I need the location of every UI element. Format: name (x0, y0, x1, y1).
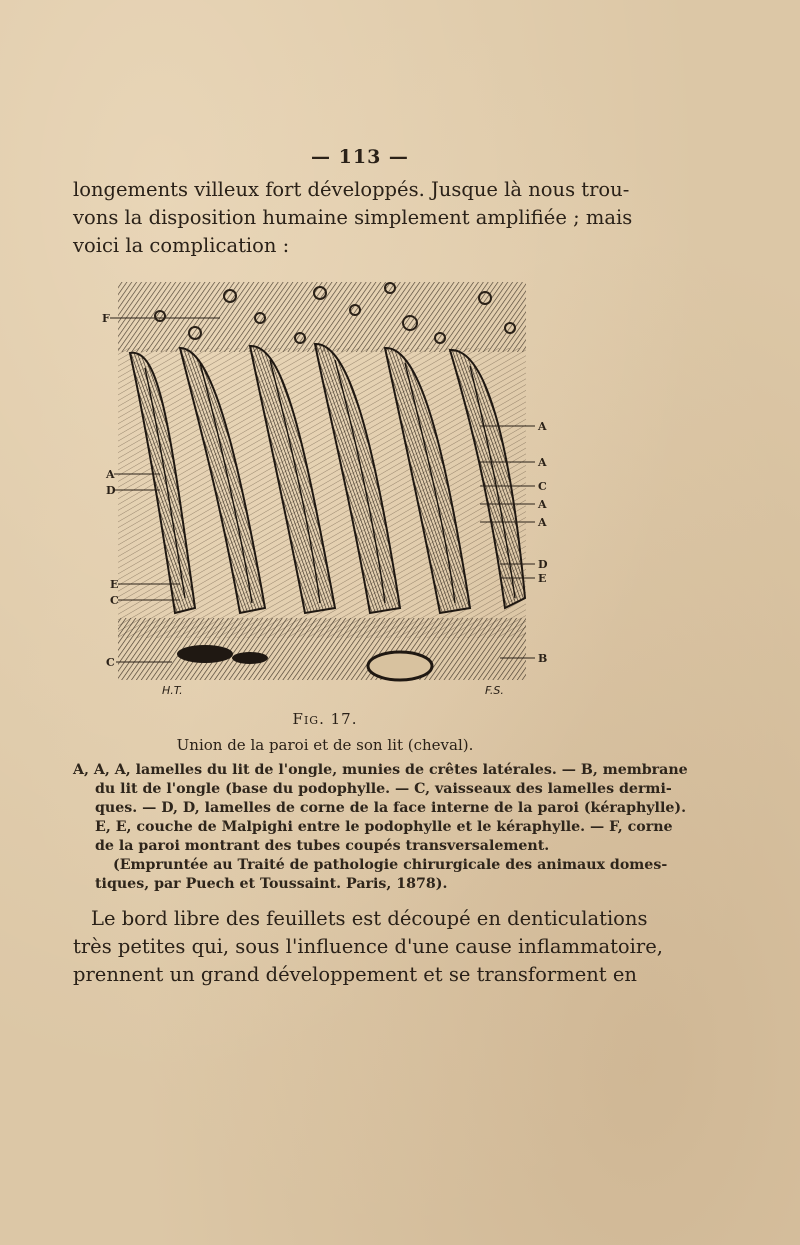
label-A-right-3: A (538, 498, 547, 511)
caption-line: de la paroi montrant des tubes coupés transversalement. (95, 838, 550, 854)
label-E-left: E (110, 578, 119, 591)
text-line: longements villeux fort développés. Jusque là nous trou- (73, 178, 630, 201)
figure-title: Fig. 17. (292, 710, 358, 728)
text-line: vons la disposition humaine simplement amplifiée ; mais (73, 206, 633, 229)
caption-line: du lit de l'ongle (base du podophylle. — C, vaisseaux des lamelles dermi- (95, 781, 672, 797)
figure-subtitle: Union de la paroi et de son lit (cheval). (176, 736, 474, 754)
label-B: B (538, 652, 548, 665)
paragraph-top (73, 176, 633, 260)
caption-line: (Empruntée au Traité de pathologie chirurgicale des animaux domes- (113, 857, 668, 873)
label-A-right-4: A (538, 516, 547, 529)
label-A-right-1: A (538, 420, 547, 433)
figure-caption (73, 761, 688, 894)
label-F: F (102, 312, 110, 325)
caption-line: tiques, par Puech et Toussaint. Paris, 1878). (95, 876, 448, 892)
label-E-right: E (538, 572, 547, 585)
page-number: — 113 — (311, 146, 409, 168)
caption-line: E, E, couche de Malpighi entre le podophylle et le kéraphylle. — F, corne (95, 819, 673, 835)
label-C-right: C (538, 480, 547, 493)
caption-line: ques. — D, D, lamelles de corne de la face interne de la paroi (kéraphylle). (95, 800, 687, 816)
label-C-bottom: C (106, 656, 115, 669)
text-line: Le bord libre des feuillets est découpé en denticulations (91, 907, 648, 930)
label-D-left: D (106, 484, 116, 497)
engraver-signature-right: F.S. (485, 684, 504, 697)
paragraph-bottom (73, 905, 663, 989)
text-line: très petites qui, sous l'influence d'une cause inflammatoire, (73, 935, 663, 958)
label-A-right-2: A (538, 456, 547, 469)
engraver-signature-left: H.T. (162, 684, 183, 697)
text-line: voici la complication : (73, 234, 290, 257)
hoof-lamellae-engraving (100, 278, 550, 698)
caption-line: A, A, A, lamelles du lit de l'ongle, munies de crêtes latérales. — B, membrane (73, 762, 688, 778)
label-A-left: A (106, 468, 115, 481)
label-D-right: D (538, 558, 548, 571)
label-C-left: C (110, 594, 119, 607)
text-line: prennent un grand développement et se transforment en (73, 963, 637, 986)
